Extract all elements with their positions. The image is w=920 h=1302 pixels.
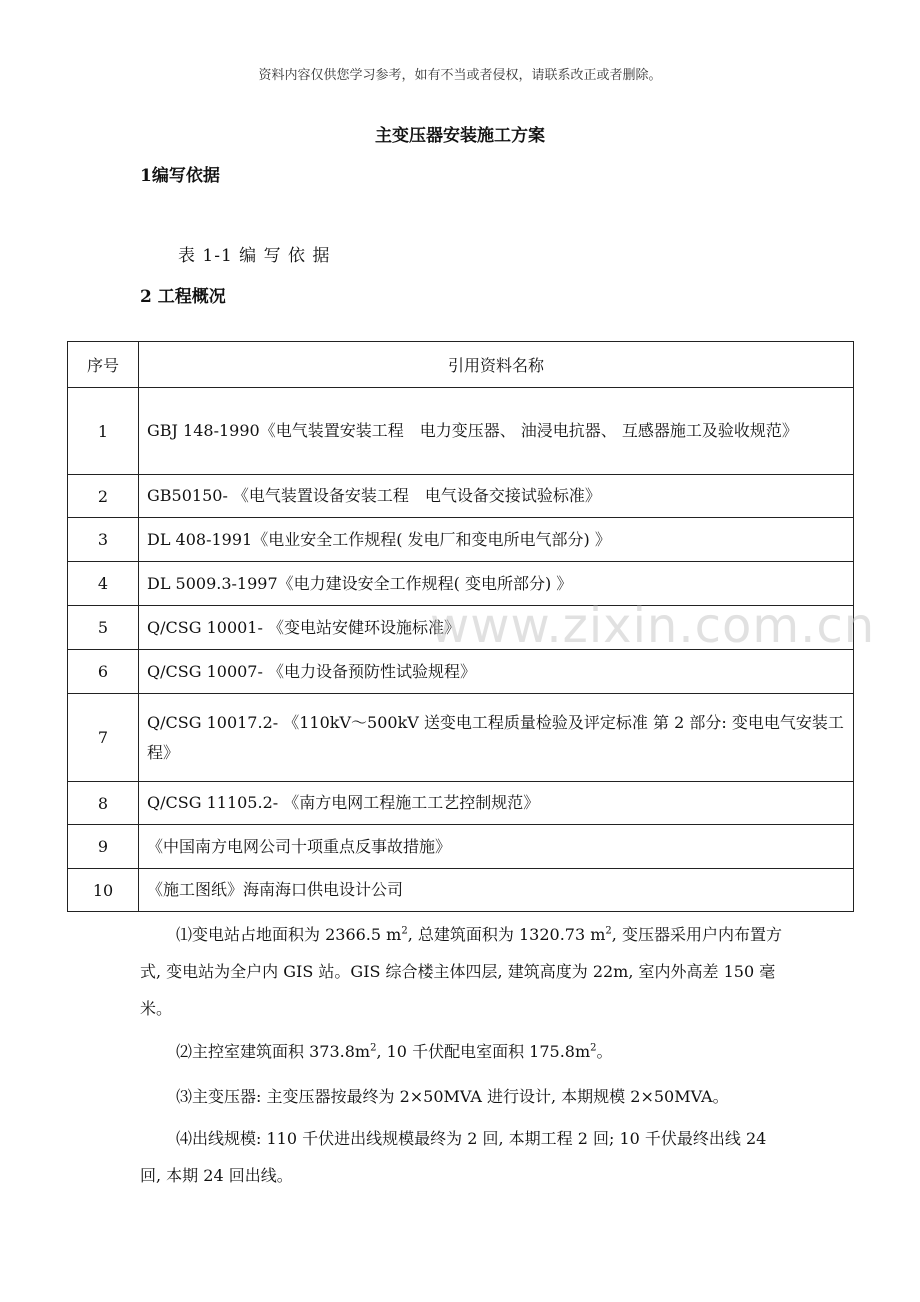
table-row xyxy=(68,475,854,518)
para-text: ⑷出线规模: 110 千伏进出线规模最终为 2 回, 本期工程 2 回; 10 千伏最终出线 24 回, 本期 24 回出线。 xyxy=(140,1129,767,1185)
reference-name: GBJ 148-1990《电气装置安装工程 电力变压器、 油浸电抗器、 互感器施工及验收规范》 xyxy=(139,388,854,475)
para-text: , 10 千伏配电室面积 175.8m xyxy=(376,1042,591,1061)
header-name: 引用资料名称 xyxy=(139,342,854,388)
paragraph-control-room xyxy=(140,1033,785,1070)
row-number: 9 xyxy=(68,825,139,869)
reference-name: Q/CSG 11105.2- 《南方电网工程施工工艺控制规范》 xyxy=(139,782,854,825)
table-row xyxy=(68,825,854,869)
table-caption: 表 1-1 编 写 依 据 xyxy=(178,246,331,266)
reference-name: GB50150- 《电气装置设备安装工程 电气设备交接试验标准》 xyxy=(139,475,854,518)
row-number: 3 xyxy=(68,518,139,562)
superscript: 2 xyxy=(590,1042,597,1054)
superscript: 2 xyxy=(370,1042,377,1054)
row-number: 2 xyxy=(68,475,139,518)
reference-name: Q/CSG 10001- 《变电站安健环设施标准》 xyxy=(139,606,854,650)
row-number: 5 xyxy=(68,606,139,650)
table-row xyxy=(68,388,854,475)
table-row xyxy=(68,869,854,912)
paragraph-outgoing-lines xyxy=(140,1120,785,1194)
table-row xyxy=(68,518,854,562)
watermark: www.zixin.com.cn xyxy=(430,598,876,654)
table-row xyxy=(68,650,854,694)
section-heading-basis: 1编写依据 xyxy=(140,166,220,186)
header-no: 序号 xyxy=(68,342,139,388)
reference-name: DL 408-1991《电业安全工作规程( 发电厂和变电所电气部分) 》 xyxy=(139,518,854,562)
para-text: , 总建筑面积为 1320.73 m xyxy=(407,925,606,944)
reference-name: 《中国南方电网公司十项重点反事故措施》 xyxy=(139,825,854,869)
superscript: 2 xyxy=(605,925,612,937)
paragraph-main-transformer xyxy=(140,1078,785,1115)
row-number: 10 xyxy=(68,869,139,912)
disclaimer-header: 资料内容仅供您学习参考，如有不当或者侵权，请联系改正或者删除。 xyxy=(258,68,662,83)
row-number: 7 xyxy=(68,694,139,782)
row-number: 8 xyxy=(68,782,139,825)
para-text: , 变压器采用户内布置方式, 变电站为全户内 GIS 站。GIS 综合楼主体四层, 建筑高度为 22m, 室内外高差 150 毫米。 xyxy=(140,925,782,1018)
reference-name: Q/CSG 10007- 《电力设备预防性试验规程》 xyxy=(139,650,854,694)
reference-name: DL 5009.3-1997《电力建设安全工作规程( 变电所部分) 》 xyxy=(139,562,854,606)
reference-name: Q/CSG 10017.2- 《110kV～500kV 送变电工程质量检验及评定标准 第 2 部分: 变电电气安装工程》 xyxy=(139,694,854,782)
reference-name: 《施工图纸》海南海口供电设计公司 xyxy=(139,869,854,912)
para-text: ⑵主控室建筑面积 373.8m xyxy=(176,1042,371,1061)
para-text: 。 xyxy=(596,1042,613,1061)
table-row xyxy=(68,782,854,825)
para-text: ⑶主变压器: 主变压器按最终为 2×50MVA 进行设计, 本期规模 2×50MVA。 xyxy=(176,1087,729,1106)
table-row xyxy=(68,694,854,782)
paragraph-site-area xyxy=(140,916,785,1027)
table-header-row xyxy=(68,342,854,388)
section-heading-overview: 2 工程概况 xyxy=(140,287,226,307)
para-text: ⑴变电站占地面积为 2366.5 m xyxy=(176,925,402,944)
row-number: 1 xyxy=(68,388,139,475)
superscript: 2 xyxy=(401,925,408,937)
row-number: 6 xyxy=(68,650,139,694)
row-number: 4 xyxy=(68,562,139,606)
document-title: 主变压器安装施工方案 xyxy=(375,126,545,146)
